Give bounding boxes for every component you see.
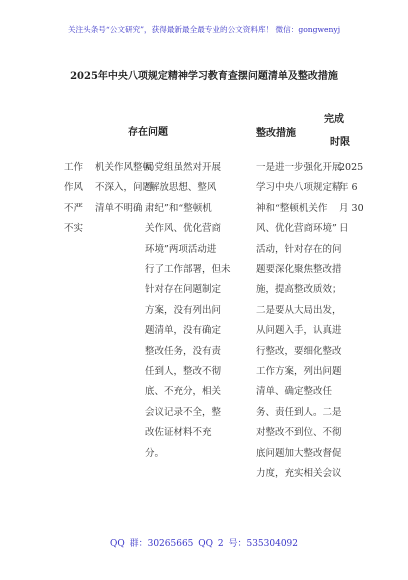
category-line: 不严 bbox=[64, 202, 84, 214]
measures-cell bbox=[256, 158, 342, 485]
problem-line: 针对存在问题制定 bbox=[145, 284, 222, 296]
problem-line: 分。 bbox=[145, 447, 165, 459]
subcategory-line: 机关作风整顿 bbox=[95, 162, 153, 173]
document-title: 2025年中央八项规定精神学习教育查摆问题清单及整改措施 bbox=[70, 71, 338, 82]
problem-line: 任到人，整改不彻 bbox=[145, 366, 222, 378]
footer-contact: QQ 群：30265665 QQ 2 号：535304092 bbox=[109, 539, 299, 549]
category-line: 作风 bbox=[64, 182, 84, 194]
problem-line: 题清单，没有确定 bbox=[145, 325, 222, 337]
measures-line: 清单、确定整改任 bbox=[256, 386, 333, 398]
header-banner: 关注头条号“公文研究”，获得最新最全最专业的公文资料库！ 微信：gongwenyj bbox=[67, 25, 341, 34]
category-line: 不实 bbox=[64, 223, 84, 235]
problem-line: 整改任务，没有责 bbox=[145, 345, 222, 357]
measures-line: 二是要从大局出发， bbox=[256, 304, 342, 316]
measures-line: 底问题加大整改督促 bbox=[256, 447, 342, 459]
measures-line: 神和“整顿机关作 bbox=[256, 202, 328, 214]
measures-line: 从问题入手，认真进 bbox=[256, 325, 342, 337]
deadline-cell bbox=[339, 158, 364, 240]
problem-line: 关作风、优化营商 bbox=[145, 223, 222, 235]
column-header-deadline-line2: 时限 bbox=[330, 137, 350, 148]
problem-line: “解放思想、整风 bbox=[145, 182, 217, 194]
deadline-line: 月 30 bbox=[339, 202, 364, 214]
problem-line: 环境”两项活动进 bbox=[145, 243, 217, 255]
column-header-measures: 整改措施 bbox=[256, 128, 296, 139]
deadline-line: 2025 bbox=[339, 162, 364, 173]
measures-line: 风、优化营商环境” bbox=[256, 223, 337, 235]
column-header-problem: 存在问题 bbox=[128, 127, 168, 138]
subcategory-line: 清单不明确 bbox=[95, 202, 143, 214]
measures-line: 一是进一步强化开展 bbox=[256, 162, 342, 173]
problem-line: 会议记录不全，整 bbox=[145, 406, 222, 418]
problem-line: 底、不充分，相关 bbox=[145, 386, 222, 398]
deadline-line: 日 bbox=[339, 223, 349, 235]
problem-line: 方案，没有列出问 bbox=[145, 304, 222, 316]
subcategory-cell bbox=[95, 158, 152, 219]
column-header-deadline-line1: 完成 bbox=[324, 114, 344, 125]
measures-line: 施，提高整改质效； bbox=[256, 284, 342, 296]
deadline-line: 年 6 bbox=[339, 182, 358, 194]
problem-cell bbox=[145, 158, 231, 464]
measures-line: 工作方案，列出问题 bbox=[256, 366, 342, 378]
problem-line: 肃纪”和“整顿机 bbox=[145, 202, 212, 214]
measures-line: 行整改，要细化整改 bbox=[256, 345, 342, 357]
problem-line: 行了工作部署，但未 bbox=[145, 264, 231, 276]
category-cell bbox=[64, 158, 83, 240]
category-line: 工作 bbox=[64, 162, 84, 173]
measures-line: 题要深化聚焦整改措 bbox=[256, 264, 342, 276]
problem-line: 改佐证材料不充 bbox=[145, 427, 212, 439]
measures-line: 务、责任到人。二是 bbox=[256, 406, 342, 418]
measures-line: 力度，充实相关会议 bbox=[256, 468, 342, 480]
measures-line: 学习中央八项规定精 bbox=[256, 182, 342, 194]
measures-line: 活动，针对存在的问 bbox=[256, 243, 342, 255]
measures-line: 对整改不到位、不彻 bbox=[256, 427, 342, 439]
subcategory-line: 不深入，问题 bbox=[95, 182, 153, 194]
problem-line: 局党组虽然对开展 bbox=[145, 162, 222, 173]
